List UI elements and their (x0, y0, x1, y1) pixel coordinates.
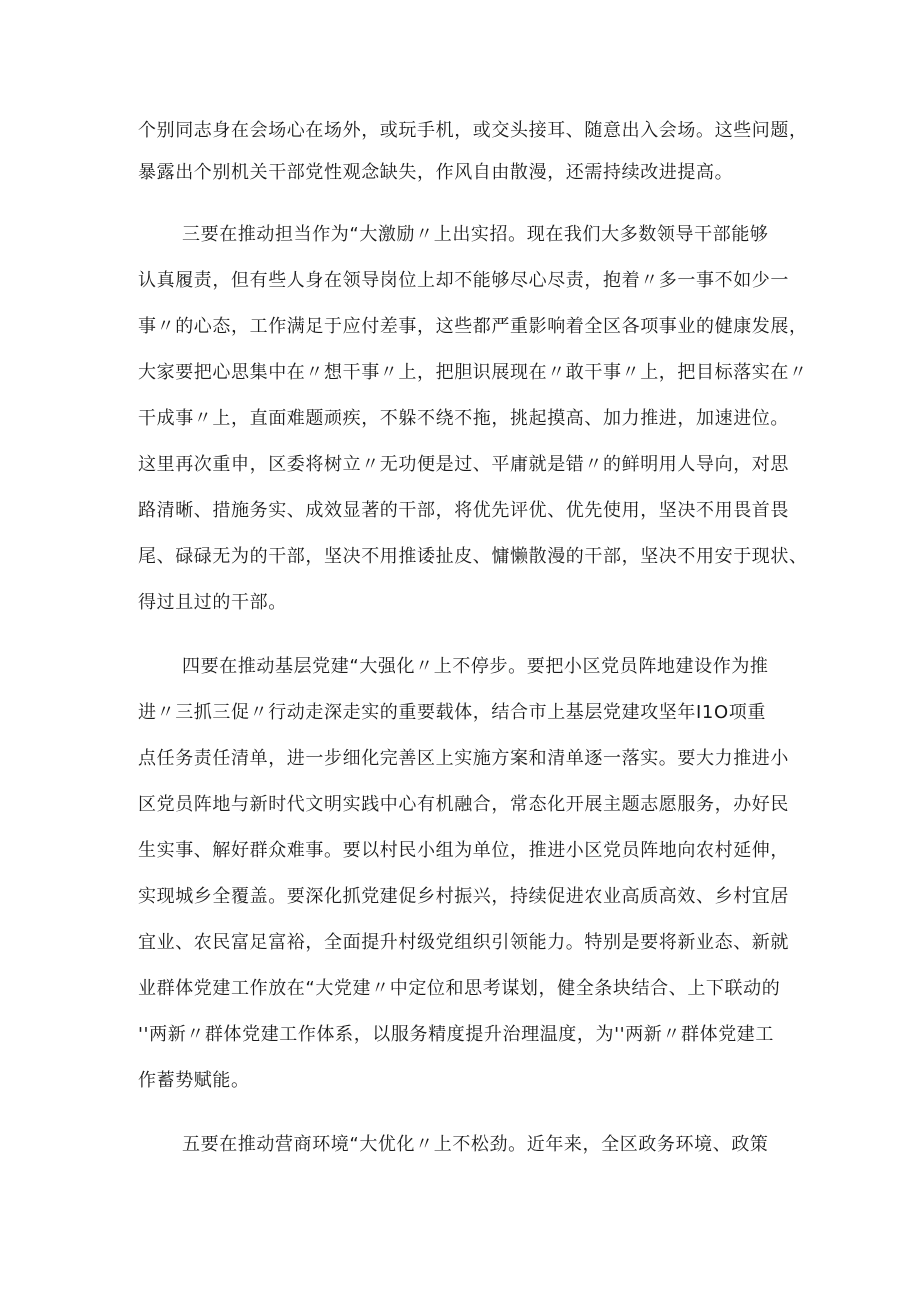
text-line: 个别同志身在会场心在场外，或玩手机，或交头接耳、随意出入会场。这些问题， (138, 120, 808, 141)
text-line: 生实事、解好群众难事。要以村民小组为单位，推进小区党员阵地向农村延伸， (138, 840, 789, 861)
text-line: 大家要把心思集中在〃想干事〃上，把胆识展现在〃敢干事〃上，把目标落实在〃 (138, 362, 808, 383)
text-line: 尾、碌碌无为的干部，坚决不用推诿扯皮、慵懒散漫的干部，坚决不用安于现状、 (138, 546, 808, 567)
text-line: 实现城乡全覆盖。要深化抓党建促乡村振兴，持续促进农业高质高效、乡村宜居 (138, 886, 789, 907)
text-line: ''两新〃群体党建工作体系，以服务精度提升治理温度，为''两新〃群体党建工 (138, 1024, 774, 1045)
paragraph-start-line: 三要在推动担当作为“大激励〃上出实招。现在我们大多数领导干部能够 (182, 224, 769, 245)
text-line: 得过且过的干部。 (138, 592, 287, 613)
text-line: 事〃的心态，工作满足于应付差事，这些都严重影响着全区各项事业的健康发展， (138, 316, 808, 337)
text-line: 作蓄势赋能。 (138, 1070, 250, 1091)
text-line: 点任务责任清单，进一步细化完善区上实施方案和清单逐一落实。要大力推进小 (138, 748, 789, 769)
text-line: 这里再次重申，区委将树立〃无功便是过、平庸就是错〃的鲜明用人导向，对思 (138, 454, 789, 475)
text-line: 进〃三抓三促〃行动走深走实的重要载体，结合市上基层党建攻坚年I1O项重 (138, 702, 766, 723)
text-line: 业群体党建工作放在“大党建〃中定位和思考谋划，健全条块结合、上下联动的 (138, 978, 781, 999)
text-line: 宜业、农民富足富裕，全面提升村级党组织引领能力。特别是要将新业态、新就 (138, 932, 789, 953)
text-line: 区党员阵地与新时代文明实践中心有机融合，常态化开展主题志愿服务，办好民 (138, 794, 789, 815)
text-line: 路清晰、措施务实、成效显著的干部，将优先评优、优先使用，坚决不用畏首畏 (138, 500, 789, 521)
paragraph-start-line: 五要在推动营商环境“大优化〃上不松劲。近年来，全区政务环境、政策 (182, 1134, 769, 1155)
text-line: 暴露出个别机关干部党性观念缺失，作风自由散漫，还需持续改进提高。 (138, 162, 734, 183)
text-line: 认真履责，但有些人身在领导岗位上却不能够尽心尽责，抱着〃多一事不如少一 (138, 270, 789, 291)
paragraph-start-line: 四要在推动基层党建“大强化〃上不停步。要把小区党员阵地建设作为推 (182, 656, 769, 677)
text-line: 干成事〃上，直面难题顽疾，不躲不绕不拖，挑起摸高、加力推进，加速进位。 (138, 408, 789, 429)
